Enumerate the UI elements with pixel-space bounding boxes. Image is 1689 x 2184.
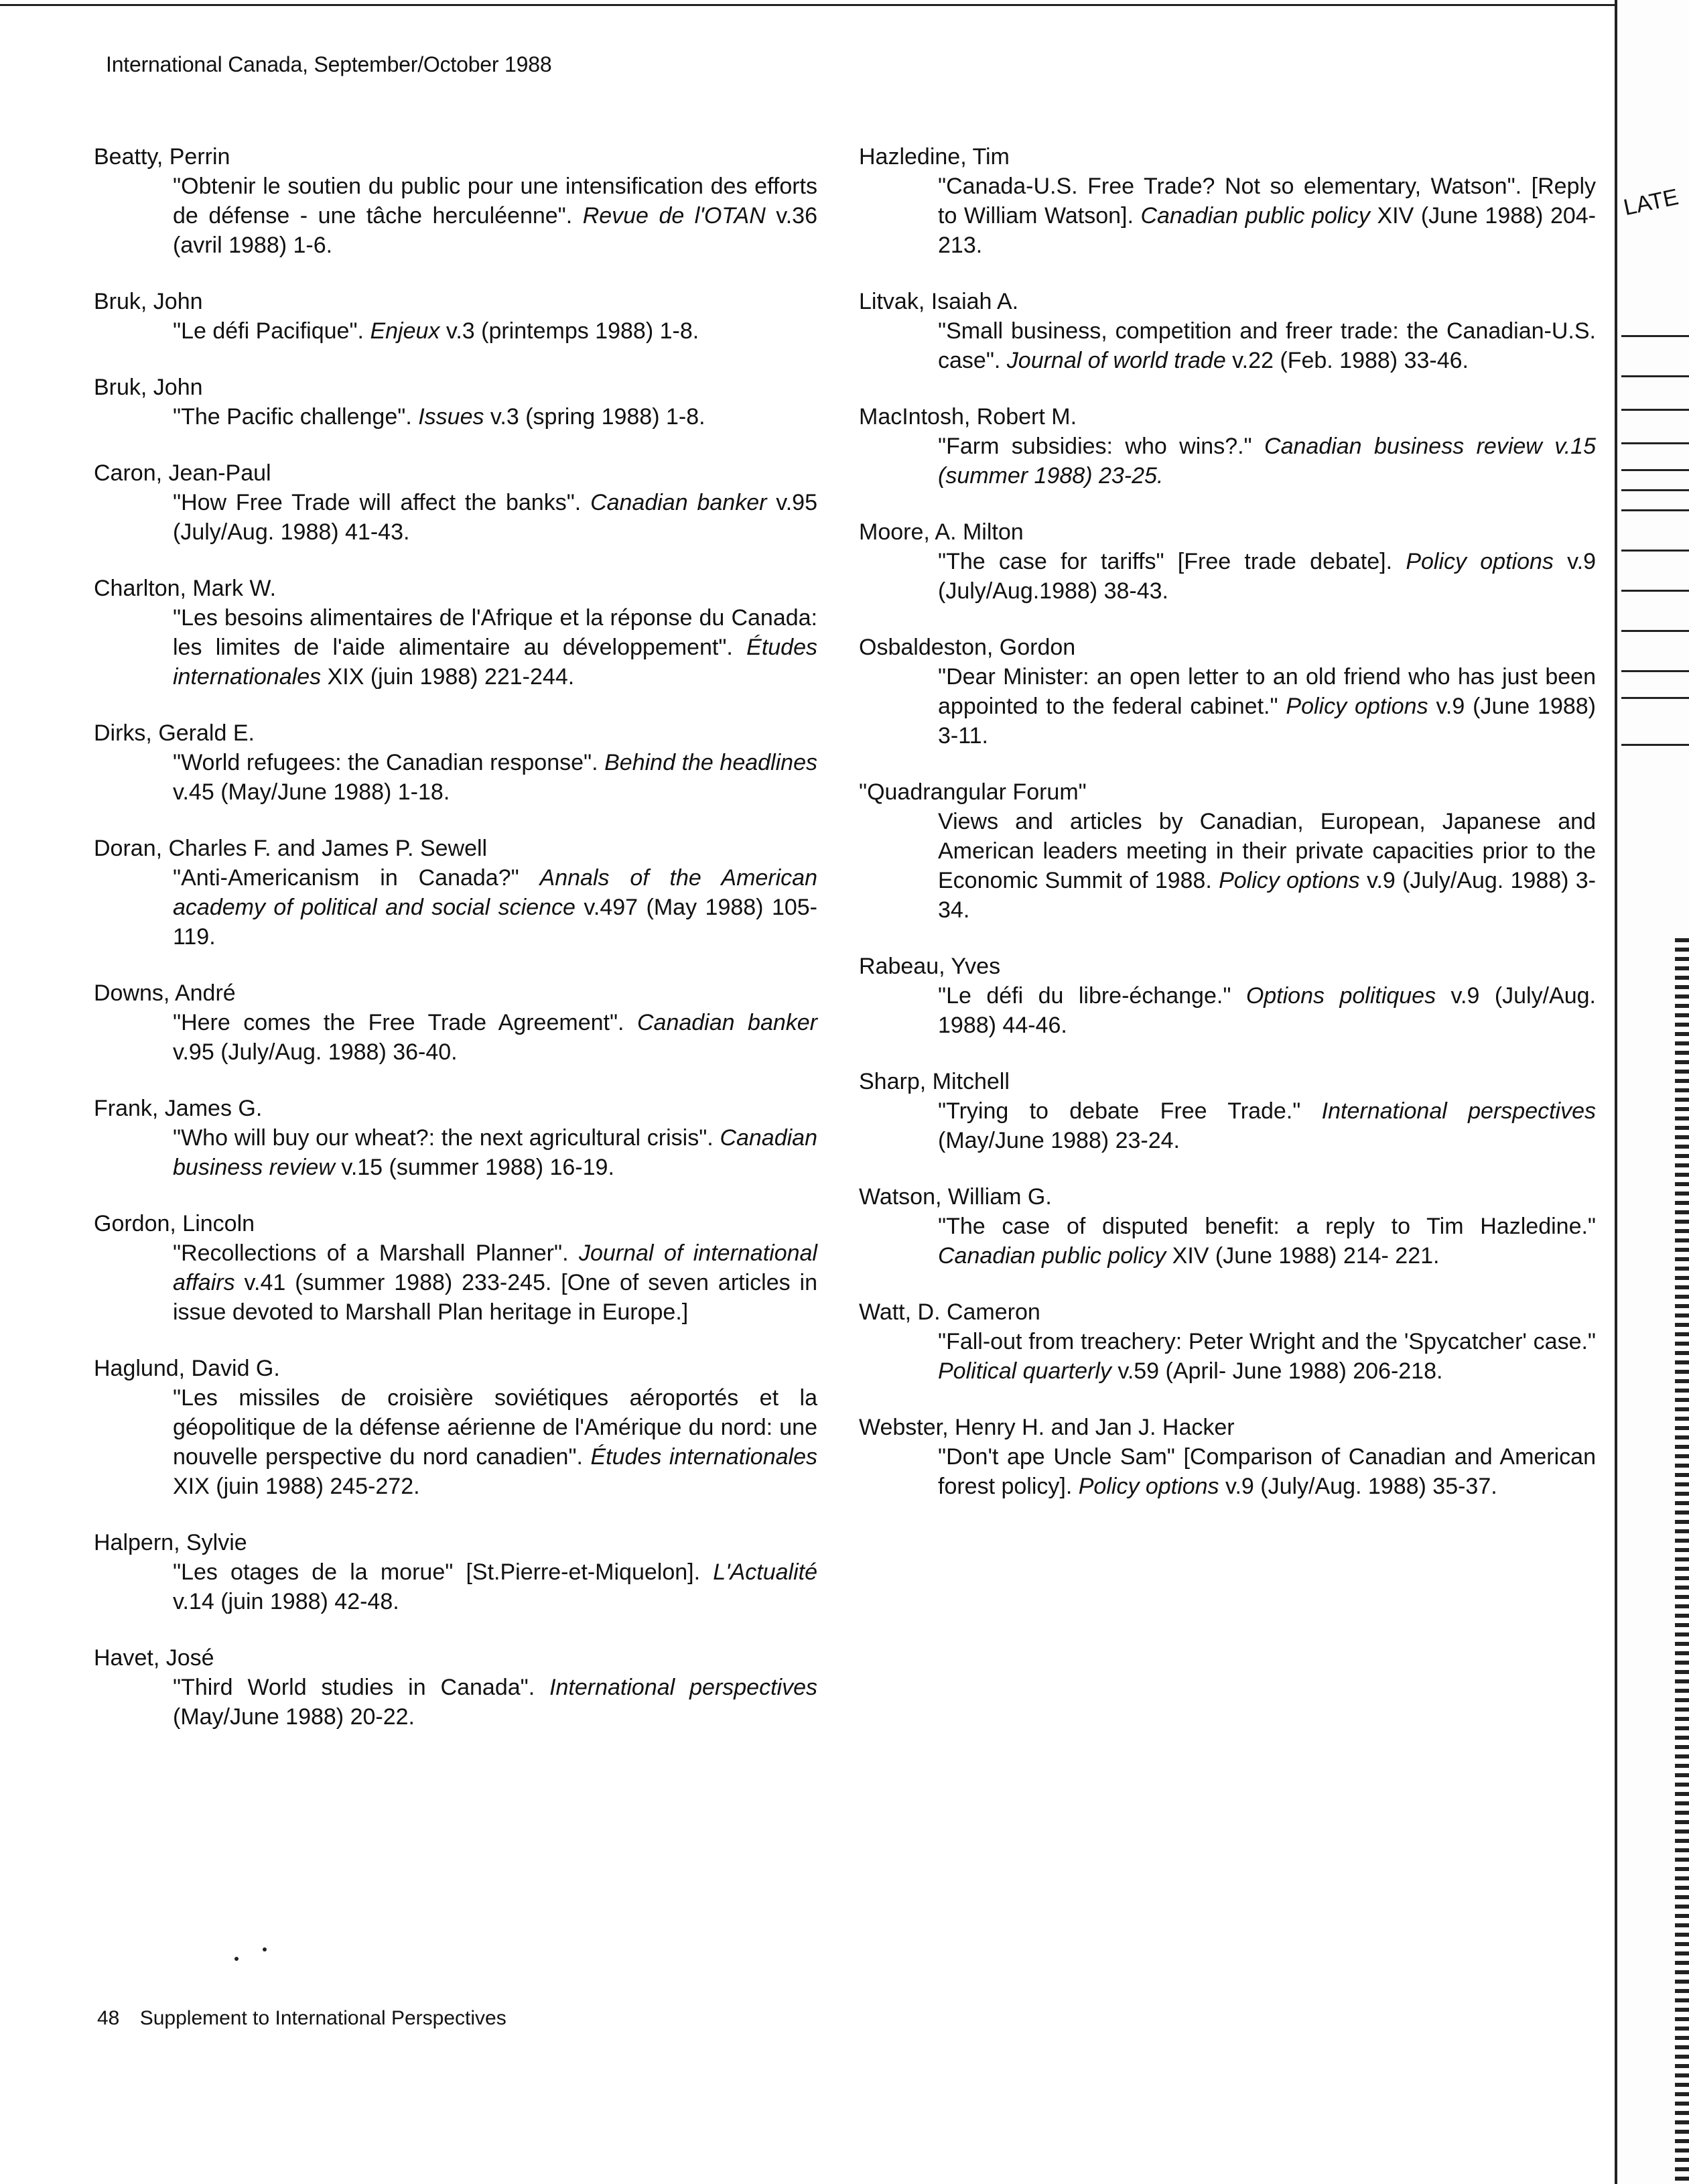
citation-source-title: Canadian business review v.15 (summer 1988) 23-25. bbox=[938, 434, 1596, 489]
citation-source-title: Études internationales bbox=[590, 1444, 817, 1470]
entry-citation bbox=[859, 1327, 1596, 1386]
scan-speck bbox=[263, 1947, 267, 1951]
citation-text: v.9 (July/Aug. 1988) 3-34. bbox=[938, 868, 1596, 923]
citation-text: v.45 (May/June 1988) 1-18. bbox=[173, 779, 450, 805]
citation-source-title: Canadian public policy bbox=[938, 1243, 1166, 1269]
citation-source-title: Policy options bbox=[1406, 549, 1554, 574]
citation-text: v.497 (May 1988) 105-119. bbox=[173, 895, 818, 950]
citation-text: "Le défi Pacifique". bbox=[173, 318, 370, 344]
citation-text: v.95 (July/Aug. 1988) 41-43. bbox=[173, 490, 817, 545]
entry-author: Haglund, David G. bbox=[94, 1356, 280, 1381]
page-number: 48 bbox=[97, 2007, 120, 2029]
citation-text: "Obtenir le soutien du public pour une intensification des efforts de défense - une tâche herculéenne". bbox=[173, 174, 817, 229]
bibliography-entry bbox=[859, 517, 1596, 606]
entry-citation bbox=[859, 316, 1596, 375]
citation-text: v.9 (June 1988) 3-11. bbox=[938, 694, 1597, 749]
entry-citation bbox=[94, 172, 817, 260]
citation-text: "The Pacific challenge". bbox=[173, 404, 419, 430]
entry-citation bbox=[859, 432, 1596, 491]
entry-citation bbox=[94, 1557, 817, 1616]
citation-text: "Who will buy our wheat?: the next agricultural crisis". bbox=[173, 1125, 720, 1151]
entry-citation bbox=[94, 1238, 817, 1327]
entry-citation bbox=[94, 1123, 817, 1182]
citation-source-title: Canadian business review bbox=[173, 1125, 817, 1180]
page-footer bbox=[97, 2007, 506, 2030]
citation-source-title: Annals of the American academy of political and social science bbox=[173, 865, 818, 920]
entry-citation bbox=[859, 807, 1596, 925]
citation-text: v.9 (July/Aug. 1988) 35-37. bbox=[1219, 1474, 1497, 1499]
scan-speck bbox=[234, 1957, 239, 1961]
bibliography-entry bbox=[94, 373, 817, 432]
citation-text: "Canada-U.S. Free Trade? Not so elementary, Watson". [Reply to William Watson]. bbox=[938, 174, 1596, 229]
citation-text: v.15 (summer 1988) 16-19. bbox=[334, 1155, 614, 1180]
adjacent-page-rule bbox=[1621, 550, 1689, 552]
bibliography-entry bbox=[94, 834, 817, 952]
adjacent-page-fragment: LATE bbox=[1621, 184, 1681, 221]
bibliography-entry bbox=[94, 142, 817, 260]
bibliography-entry bbox=[859, 1413, 1596, 1501]
entry-author: Charlton, Mark W. bbox=[94, 576, 277, 601]
citation-text: v.36 (avril 1988) 1-6. bbox=[173, 203, 817, 258]
citation-text: "Le défi du libre-échange." bbox=[938, 983, 1246, 1009]
citation-source-title: Options politiques bbox=[1245, 983, 1436, 1009]
entry-author: Watson, William G. bbox=[859, 1184, 1052, 1210]
entry-author: Frank, James G. bbox=[94, 1096, 263, 1121]
adjacent-page-rule bbox=[1621, 697, 1689, 699]
citation-text: v.22 (Feb. 1988) 33-46. bbox=[1225, 348, 1469, 373]
citation-source-title: Revue de l'OTAN bbox=[582, 203, 766, 229]
bibliography-entry bbox=[94, 1643, 817, 1732]
adjacent-page-rule bbox=[1621, 442, 1689, 444]
bibliography-entry bbox=[94, 574, 817, 692]
citation-text: XIX (juin 1988) 221-244. bbox=[321, 664, 575, 690]
citation-source-title: Canadian public policy bbox=[1140, 203, 1370, 229]
citation-text: "Les otages de la morue" [St.Pierre-et-Miquelon]. bbox=[173, 1559, 714, 1585]
entry-author: Watt, D. Cameron bbox=[859, 1299, 1040, 1325]
bibliography-entry bbox=[94, 1209, 817, 1327]
citation-source-title: International perspectives bbox=[549, 1675, 817, 1700]
entry-citation bbox=[859, 1212, 1596, 1271]
citation-text: "Fall-out from treachery: Peter Wright and the 'Spycatcher' case." bbox=[938, 1329, 1596, 1354]
entry-citation bbox=[94, 1008, 817, 1067]
entry-citation bbox=[94, 316, 817, 346]
citation-text: v.3 (spring 1988) 1-8. bbox=[484, 404, 705, 430]
citation-text: Views and articles by Canadian, European, Japanese and American leaders meeting in their private capacities prior to the Economic Summit of 1988. bbox=[938, 809, 1596, 893]
citation-text: "Small business, competition and freer trade: the Canadian-U.S. case". bbox=[938, 318, 1596, 373]
citation-source-title: Policy options bbox=[1078, 1474, 1219, 1499]
entry-author: MacIntosh, Robert M. bbox=[859, 404, 1077, 430]
citation-source-title: Issues bbox=[418, 404, 484, 430]
entry-citation bbox=[94, 863, 817, 952]
left-column bbox=[94, 142, 817, 1758]
citation-source-title: Policy options bbox=[1286, 694, 1428, 719]
entry-author: "Quadrangular Forum" bbox=[859, 779, 1087, 805]
citation-source-title: Behind the headlines bbox=[604, 750, 817, 775]
entry-author: Havet, José bbox=[94, 1645, 214, 1671]
entry-author: Dirks, Gerald E. bbox=[94, 720, 255, 746]
entry-author: Osbaldeston, Gordon bbox=[859, 635, 1076, 660]
citation-text: "Third World studies in Canada". bbox=[173, 1675, 550, 1700]
citation-text: "Don't ape Uncle Sam" [Comparison of Canadian and American forest policy]. bbox=[938, 1444, 1596, 1499]
adjacent-page-rule bbox=[1621, 509, 1689, 511]
entry-author: Moore, A. Milton bbox=[859, 519, 1024, 545]
entry-citation bbox=[94, 488, 817, 547]
entry-author: Hazledine, Tim bbox=[859, 144, 1010, 170]
citation-text: v.95 (July/Aug. 1988) 36-40. bbox=[173, 1039, 458, 1065]
bibliography-entry bbox=[859, 1067, 1596, 1155]
citation-source-title: International perspectives bbox=[1321, 1098, 1597, 1124]
citation-source-title: Policy options bbox=[1219, 868, 1360, 893]
citation-text: "World refugees: the Canadian response". bbox=[173, 750, 605, 775]
entry-citation bbox=[859, 172, 1596, 260]
bibliography-entry bbox=[859, 1182, 1596, 1271]
citation-text: "Anti-Americanism in Canada?" bbox=[173, 865, 540, 891]
bibliography-entry bbox=[859, 402, 1596, 491]
citation-text: XIV (June 1988) 204-213. bbox=[938, 203, 1596, 258]
citation-text: (May/June 1988) 23-24. bbox=[938, 1128, 1180, 1153]
entry-author: Downs, André bbox=[94, 980, 236, 1006]
entry-citation bbox=[94, 1383, 817, 1501]
citation-text: v.14 (juin 1988) 42-48. bbox=[173, 1589, 399, 1614]
bibliography-entry bbox=[94, 458, 817, 547]
citation-text: "The case for tariffs" [Free trade debate]. bbox=[938, 549, 1406, 574]
citation-text: v.9 (July/Aug.1988) 38-43. bbox=[938, 549, 1597, 604]
entry-author: Beatty, Perrin bbox=[94, 144, 230, 170]
adjacent-page-rule bbox=[1621, 469, 1689, 471]
bibliography-entry bbox=[94, 718, 817, 807]
citation-text: (May/June 1988) 20-22. bbox=[173, 1704, 415, 1730]
entry-citation bbox=[94, 748, 817, 807]
entry-author: Sharp, Mitchell bbox=[859, 1069, 1010, 1094]
entry-citation bbox=[859, 662, 1596, 751]
adjacent-page-rule bbox=[1621, 489, 1689, 491]
entry-author: Webster, Henry H. and Jan J. Hacker bbox=[859, 1415, 1235, 1440]
citation-text: v.59 (April- June 1988) 206-218. bbox=[1111, 1358, 1443, 1384]
entry-citation bbox=[859, 547, 1596, 606]
entry-citation bbox=[859, 981, 1596, 1040]
citation-text: "Here comes the Free Trade Agreement". bbox=[173, 1010, 637, 1035]
running-head: International Canada, September/October 1988 bbox=[106, 52, 552, 76]
footer-text: Supplement to International Perspectives bbox=[139, 2007, 506, 2029]
citation-text: "The case of disputed benefit: a reply to Tim Hazledine." bbox=[938, 1214, 1596, 1239]
bibliography-entry bbox=[859, 287, 1596, 375]
citation-source-title: Canadian banker bbox=[636, 1010, 818, 1035]
entry-citation bbox=[94, 603, 817, 692]
right-column bbox=[859, 142, 1596, 1528]
entry-author: Doran, Charles F. and James P. Sewell bbox=[94, 836, 488, 861]
citation-text: "Les missiles de croisière soviétiques aéroportés et la géopolitique de la défense aérienne de l'Amérique du nord: une nouvelle perspective du nord canadien". bbox=[173, 1385, 817, 1470]
entry-author: Halpern, Sylvie bbox=[94, 1530, 247, 1555]
entry-author: Gordon, Lincoln bbox=[94, 1211, 255, 1236]
entry-author: Litvak, Isaiah A. bbox=[859, 289, 1019, 314]
citation-source-title: L'Actualité bbox=[713, 1559, 817, 1585]
entry-author: Bruk, John bbox=[94, 375, 203, 400]
entry-citation bbox=[94, 402, 817, 432]
citation-text: "Farm subsidies: who wins?." bbox=[938, 434, 1265, 459]
citation-text: "How Free Trade will affect the banks". bbox=[173, 490, 591, 515]
bibliography-entry bbox=[859, 633, 1596, 751]
citation-source-title: Enjeux bbox=[370, 318, 440, 344]
bibliography-entry bbox=[94, 978, 817, 1067]
bibliography-entry bbox=[94, 287, 817, 346]
adjacent-page-rule bbox=[1621, 590, 1689, 592]
citation-text: XIX (juin 1988) 245-272. bbox=[173, 1474, 420, 1499]
citation-text: "Dear Minister: an open letter to an old friend who has just been appointed to the federal cabinet." bbox=[938, 664, 1596, 719]
citation-source-title: Canadian banker bbox=[590, 490, 767, 515]
bibliography-entry bbox=[859, 142, 1596, 260]
citation-text: "Trying to debate Free Trade." bbox=[938, 1098, 1322, 1124]
citation-source-title: Journal of world trade bbox=[1006, 348, 1226, 373]
entry-citation bbox=[859, 1442, 1596, 1501]
citation-text: XIV (June 1988) 214- 221. bbox=[1166, 1243, 1440, 1269]
citation-text: v.9 (July/Aug. 1988) 44-46. bbox=[938, 983, 1596, 1038]
bibliography-entry bbox=[94, 1528, 817, 1616]
adjacent-page-rule bbox=[1621, 630, 1689, 632]
adjacent-page-rule bbox=[1621, 335, 1689, 337]
citation-source-title: Political quarterly bbox=[938, 1358, 1111, 1384]
adjacent-page-spine bbox=[1675, 938, 1689, 2184]
entry-author: Rabeau, Yves bbox=[859, 954, 1001, 979]
bibliography-entry bbox=[94, 1094, 817, 1182]
bibliography-entry bbox=[859, 777, 1596, 925]
adjacent-page-rule bbox=[1621, 670, 1689, 672]
adjacent-page-rule bbox=[1621, 375, 1689, 377]
entry-citation bbox=[859, 1096, 1596, 1155]
adjacent-page-rule bbox=[1621, 744, 1689, 746]
adjacent-page-rule bbox=[1621, 409, 1689, 411]
bibliography-entry bbox=[94, 1354, 817, 1501]
entry-author: Caron, Jean-Paul bbox=[94, 460, 271, 486]
entry-author: Bruk, John bbox=[94, 289, 203, 314]
entry-citation bbox=[94, 1673, 817, 1732]
citation-text: "Les besoins alimentaires de l'Afrique et la réponse du Canada: les limites de l'aide alimentaire au développement". bbox=[173, 605, 817, 660]
citation-text: v.41 (summer 1988) 233-245. [One of seven articles in issue devoted to Marshall Plan heritage in Europe.] bbox=[173, 1270, 817, 1325]
citation-text: v.3 (printemps 1988) 1-8. bbox=[440, 318, 699, 344]
top-rule bbox=[0, 4, 1615, 6]
citation-text: "Recollections of a Marshall Planner". bbox=[173, 1240, 579, 1266]
citation-source-title: Études internationales bbox=[173, 635, 817, 690]
citation-source-title: Journal of international affairs bbox=[173, 1240, 817, 1295]
bibliography-entry bbox=[859, 1297, 1596, 1386]
bibliography-entry bbox=[859, 952, 1596, 1040]
